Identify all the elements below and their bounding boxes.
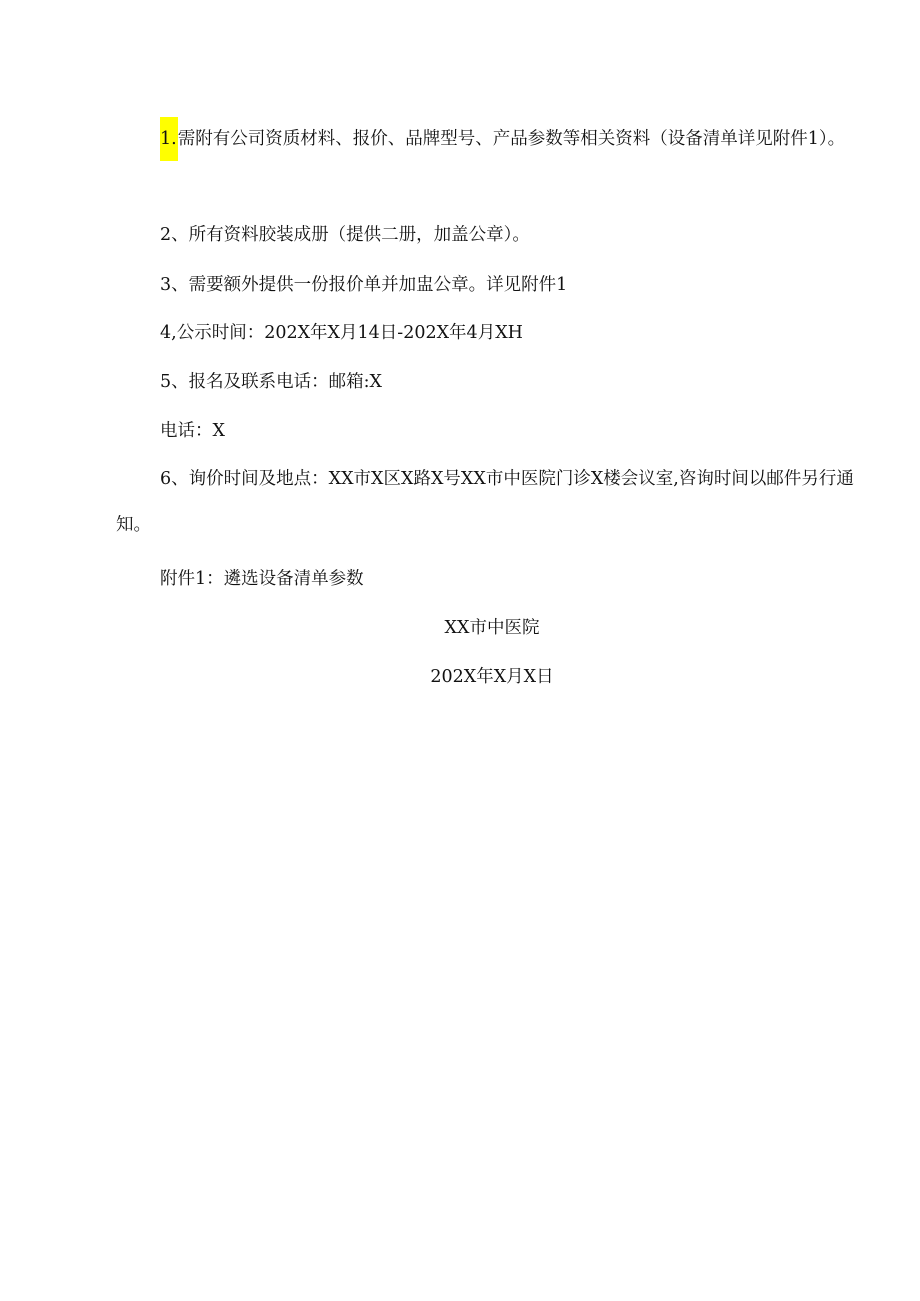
item-4: 4,公示时间：202X年X月14日-202X年4月XH: [160, 323, 523, 343]
signature-date: 202X年X月X日: [430, 667, 554, 687]
item-3: 3、需要额外提供一份报价单并加盅公章。详见附件1: [160, 275, 568, 295]
phone-line: 电话：X: [160, 421, 225, 441]
attachment-line: 附件1：遴选设备清单参数: [160, 569, 364, 589]
item-1-text: 需附有公司资质材料、报价、品牌型号、产品参数等相关资料（设备清单详见附件1）。: [177, 129, 846, 149]
item-6: 6、询价时间及地点：XX市X区X路X号XX市中医院门诊X楼会议室,咨询时间以邮件另行通知。: [116, 469, 854, 535]
item-5: 5、报名及联系电话：邮箱:X: [160, 372, 382, 392]
item-1: [116, 116, 864, 162]
signature-org: XX市中医院: [444, 618, 540, 638]
highlighted-item-number: 1.: [160, 117, 178, 161]
item-2: 2、所有资料胶装成册（提供二册，加盖公章）。: [160, 225, 530, 245]
